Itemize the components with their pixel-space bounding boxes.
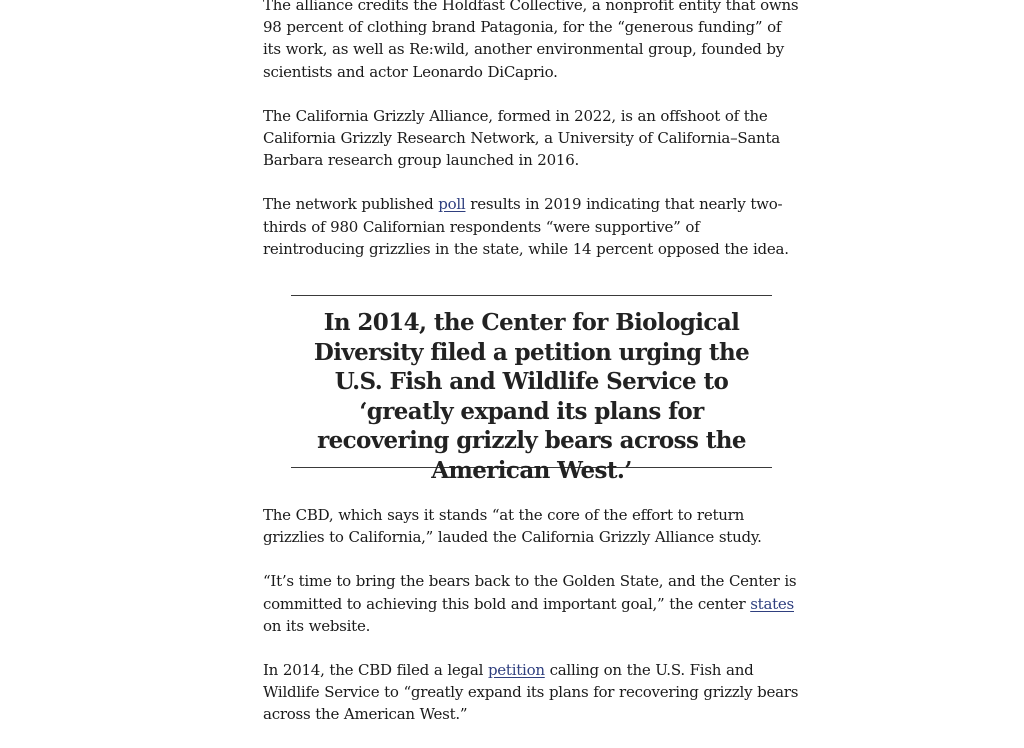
states-link[interactable]: states — [750, 594, 794, 613]
paragraph-holdfast-funding: The alliance credits the Holdfast Collective, a nonprofit entity that owns 98 percent of clothing brand Patagonia, for the “generous funding” of its work, as well as Re:wild, another environmental group, founded by scientists and actor Leonardo DiCaprio. — [263, 0, 799, 81]
paragraph-center-states — [263, 570, 803, 637]
paragraph-cbd-lauded: The CBD, which says it stands “at the core of the effort to return grizzlies to California,” lauded the California Grizzly Alliance study. — [263, 506, 762, 547]
article-body-top — [263, 0, 803, 282]
paragraph-text-segment: calling on the U.S. Fish and Wildlife Service to “greatly expand its plans for recovering grizzly bears across the American West.” — [263, 661, 799, 724]
pull-quote-text: In 2014, the Center for Biological Diversity filed a petition urging the U.S. Fish and Wildlife Service to ‘greatly expand its plans for recovering grizzly bears across the American West.’ — [313, 309, 750, 484]
paragraph-text-segment: results in 2019 indicating that nearly two-thirds of 980 Californian respondents “were supportive” of reintroducing grizzlies in the state, while 14 percent opposed the idea. — [263, 195, 789, 258]
petition-link[interactable]: petition — [487, 661, 545, 680]
paragraph-text-segment: “It’s time to bring the bears back to the Golden State, and the Center is committed to achieving this bold and important goal,” the center — [263, 572, 797, 613]
paragraph-text-segment: In 2014, the CBD filed a legal — [263, 661, 488, 680]
paragraph-text-segment: The network published — [263, 195, 439, 214]
paragraph-cbd-petition — [263, 659, 803, 726]
paragraph-alliance-origin: The California Grizzly Alliance, formed in 2022, is an offshoot of the California Grizzly Research Network, a University of California–Santa Barbara research group launched in 2016. — [263, 106, 780, 170]
paragraph-text-segment: on its website. — [263, 616, 371, 635]
poll-link[interactable]: poll — [438, 195, 466, 214]
paragraph-poll-results — [263, 193, 803, 260]
pull-quote — [291, 295, 772, 484]
article-body-bottom — [263, 504, 803, 748]
